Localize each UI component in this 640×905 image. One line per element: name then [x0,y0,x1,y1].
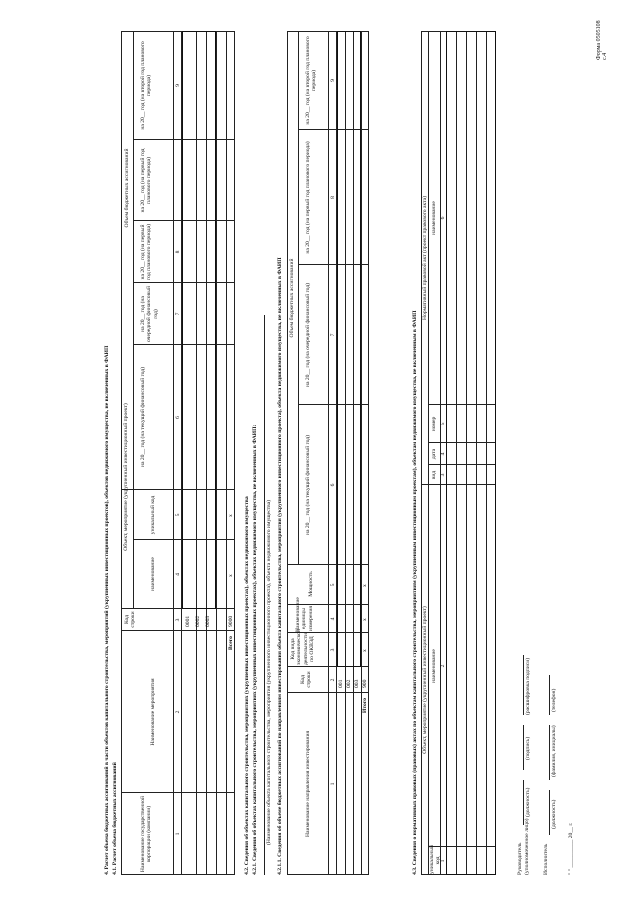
t3-h-name: наименование [431,649,437,683]
t3-num-2: 2 [440,664,446,668]
t2-h-volume: Объем бюджетных ассигнований [289,258,295,338]
t2-num-1: 1 [330,782,336,786]
form-number: Форма 0505108 с.4 [596,20,608,60]
t2-code-2: 002 [346,679,352,688]
sig-fio: (фамилия, инициалы) [551,725,557,777]
t1-h-uniq: уникальный код [150,495,156,535]
sig-position: (должность) [525,787,531,817]
t1-total-label: Всего [228,636,234,650]
t1-code-2: 0002 [195,615,201,627]
t2-h-y3: на 20__ год (на первый год планового периода) [305,141,311,254]
t1-num-7: 7 [175,312,181,316]
t1-h-y1: на 20__ год (на текущий финансовый год) [140,367,146,467]
t2-total-x2: x [362,618,368,621]
t2-num-5: 5 [330,583,336,587]
t2-h-code: Код строки [300,671,313,688]
t1-num-8: 8 [175,250,181,254]
t1-h-event: Наименование мероприятия [150,678,156,746]
t1-num-1: 1 [175,832,181,836]
t1-num-9: 9 [175,84,181,87]
t1-h-corp: Наименование государственной корпорации (компании) [140,795,153,873]
t2-data-area [337,31,361,667]
sig-executor: Исполнитель [543,843,549,875]
sig-position2: (должность) [551,799,557,829]
sig-decoding: (расшифровка подписи) [525,657,531,715]
section421-title: 4.2.1. Сведения об объектах капитального строительства, мероприятиях (укрупненных инвестиционных проектах), объектах недвижимого имущества, не включенных в ФАИП: [252,424,258,875]
t3-h-act: Нормативный правовой акт (проект правового акта) [422,196,428,320]
t1-total-x1: x [228,574,234,577]
t3-h-actname: наименование [431,201,437,235]
t1-h-y3b: на 20__ год (на первый год планового периода) [140,148,153,213]
t2-num-8: 8 [330,196,336,199]
t3-h-obj: Объект, мероприятие (укрупненный инвестиционный проект) [422,606,428,754]
t3-num-3: 3 [440,473,446,477]
t2-code-1: 001 [338,679,344,688]
t1-h-object: Объект, мероприятие (укрупненный инвестиционный проект) [123,403,129,551]
section42-note: (Наименование объекта капитального строительства, мероприятия (укрупненного инвестиционного проекта), объекта недвижимого имущества) [266,499,272,845]
t1-num-3: 3 [175,618,181,622]
section43-title: 4.3. Сведения о нормативных правовых (правовых) актах по объектам капитального строительства, мероприятиям (укрупненным инвестиционным проектам), объектам недвижимого имущества, не включенным в ФАИП [412,310,418,875]
t2-num-3: 3 [330,648,336,652]
t3-h-kind: вид [431,470,437,480]
t3-h-number: номер [431,416,437,432]
t1-h-volume: Объем бюджетных ассигнований [124,148,130,228]
sig-head: Руководитель [517,842,523,875]
sig-head2: (уполномоченное лицо) [524,818,530,875]
t1-code-3: 0003 [205,615,211,627]
t2-num-6: 6 [330,483,336,487]
t1-data-area [182,31,216,609]
t2-total-label: Итого [362,697,368,713]
t1-total-code: 9000 [228,615,234,627]
t1-h-y3: на 20__ год (на первый год планового периода) [140,224,153,280]
t2-code-3: 003 [354,679,360,688]
sig-date: " " __________ 20__ г. [568,822,574,875]
t3-num-6: 6 [440,216,446,220]
t1-h-code: Код строки [124,611,137,628]
t2-h-y1: на 20__ год (на текущий финансовый год) [305,435,311,535]
t1-num-6: 6 [175,416,181,419]
t1-h-y2: на 20__ год (на очередной финансовый год) [140,286,159,342]
t2-num-2: 2 [330,678,336,682]
t1-num-4: 4 [175,573,181,576]
t1-h-y4: на 20__ год (на второй год планового периода) [140,41,153,130]
t3-num-4: 4 [440,452,446,456]
t2-h-okved: Код вида экономической деятельности по ОКВЭД [290,629,316,665]
t2-total-x3: x [362,584,368,587]
t2-h-power: Мощность [308,571,314,597]
t2-h-dir: Наименование направления инвестирования [305,730,311,838]
section4211-title: 4.2.1.1. Сведения об объеме бюджетных ассигнований по направлениям инвестирования объекта капитального строительства, мероприятия (укрупненного инвестиционного проекта), объекта недвижимого имущества, не включенных в ФАИП [277,257,283,875]
t2-total-code: 900 [362,679,368,688]
t1-code-1: 0001 [185,615,191,627]
sig-phone: (телефон) [551,688,557,712]
section4-title: 4. Расчет объема бюджетных ассигнований в части объектов капитального строительства, мероприятий (укрупненных инвестиционных проектов), объектов недвижимого имущества, не включенных в ФАИП [104,345,110,875]
section42-title: 4.2. Сведения об объектах капитального строительства, мероприятиях (укрупненных инвестиционных проектах), объектах недвижимого имущества [244,496,250,875]
section41-title: 4.1. Расчет объема бюджетных ассигнований [112,762,118,875]
t1-num-5: 5 [175,513,181,517]
t2-num-7: 7 [330,333,336,337]
t2-num-9: 9 [330,79,336,82]
t3-data-area [446,31,496,875]
t2-h-unit: Наименование единицы измерения [295,597,314,632]
t3-num-5: 5 [440,422,446,426]
t3-num-1: 1 [440,859,446,863]
t2-h-y2: на 20__ год (на очередной финансовый год) [305,282,311,388]
t1-h-name: наименование [150,557,156,591]
t3-h-uniq: уникальный код [429,844,442,874]
t1-total-x2: x [228,514,234,517]
t1-num-2: 2 [175,710,181,714]
t3-h-date: дата [431,448,437,460]
t2-h-y4: на 20__ год (на второй год планового периода) [305,36,318,125]
sig-signature: (подпись) [525,736,531,760]
t2-total-x1: x [362,649,368,652]
t2-num-4: 4 [330,617,336,621]
